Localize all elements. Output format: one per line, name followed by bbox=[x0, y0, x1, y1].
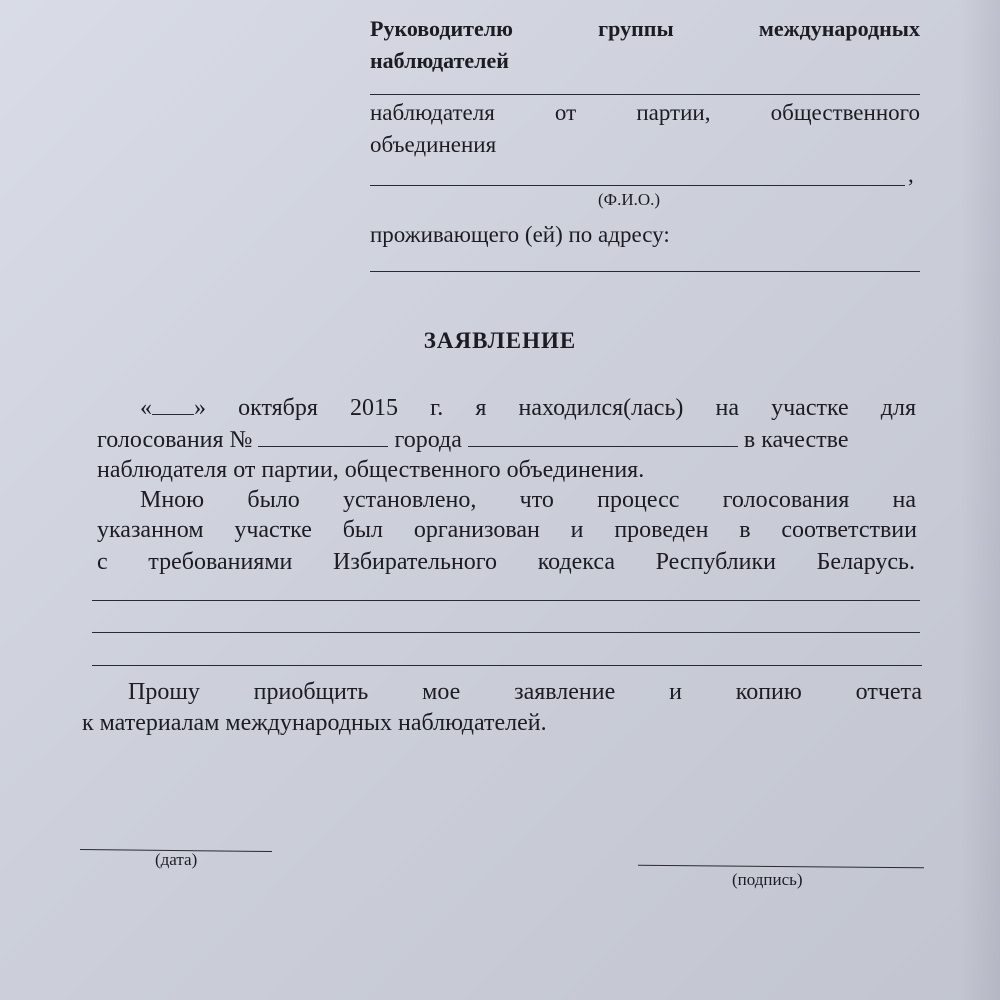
date-caption: (дата) bbox=[155, 850, 198, 869]
city-label: города bbox=[394, 427, 462, 453]
capacity-label: в качестве bbox=[743, 427, 849, 453]
observer-line-1: наблюдателя от партии, общественного bbox=[370, 100, 920, 125]
polling-station-number-blank bbox=[258, 424, 388, 447]
blank-line-1 bbox=[92, 600, 920, 601]
recipient-name-line bbox=[370, 94, 920, 95]
signature-caption: (подпись) bbox=[732, 870, 803, 889]
document-title: ЗАЯВЛЕНИЕ bbox=[423, 328, 577, 353]
paragraph-3-line-2: к материалам международных наблюдателей. bbox=[82, 710, 547, 736]
blank-line-2 bbox=[92, 632, 920, 633]
quote-open: « bbox=[140, 395, 152, 421]
blank-line-3 bbox=[92, 665, 922, 666]
observer-line-2: объединения bbox=[370, 132, 497, 157]
paragraph-1-line-3: наблюдателя от партии, общественного объединения. bbox=[97, 457, 645, 483]
paragraph-2-line-1: Мною было установлено, что процесс голосования на bbox=[140, 487, 916, 513]
fio-comma: , bbox=[908, 162, 914, 187]
paragraph-3-line-1: Прошу приобщить мое заявление и копию отчета bbox=[128, 679, 922, 705]
paragraph-2-line-3: с требованиями Избирательного кодекса Республики Беларусь. bbox=[97, 549, 915, 575]
signature-line bbox=[638, 865, 924, 868]
address-line bbox=[370, 271, 920, 272]
fio-line bbox=[370, 185, 905, 186]
voting-number-label: голосования № bbox=[97, 427, 253, 453]
day-blank bbox=[152, 392, 194, 415]
paragraph-1-line-1-text: октября 2015 г. я находился(лась) на участке для bbox=[238, 395, 917, 421]
recipient-line-1: Руководителю группы международных bbox=[370, 16, 920, 41]
page-edge-shadow bbox=[960, 0, 1000, 1000]
city-blank bbox=[468, 424, 738, 447]
paragraph-2-line-2: указанном участке был организован и проведен в соответствии bbox=[97, 517, 917, 543]
paragraph-1-line-2 bbox=[97, 424, 919, 456]
quote-close: » bbox=[194, 395, 206, 421]
address-label: проживающего (ей) по адресу: bbox=[370, 222, 670, 247]
fio-caption: (Ф.И.О.) bbox=[598, 190, 661, 209]
paragraph-1-line-1 bbox=[140, 392, 916, 424]
recipient-line-2: наблюдателей bbox=[370, 48, 509, 73]
